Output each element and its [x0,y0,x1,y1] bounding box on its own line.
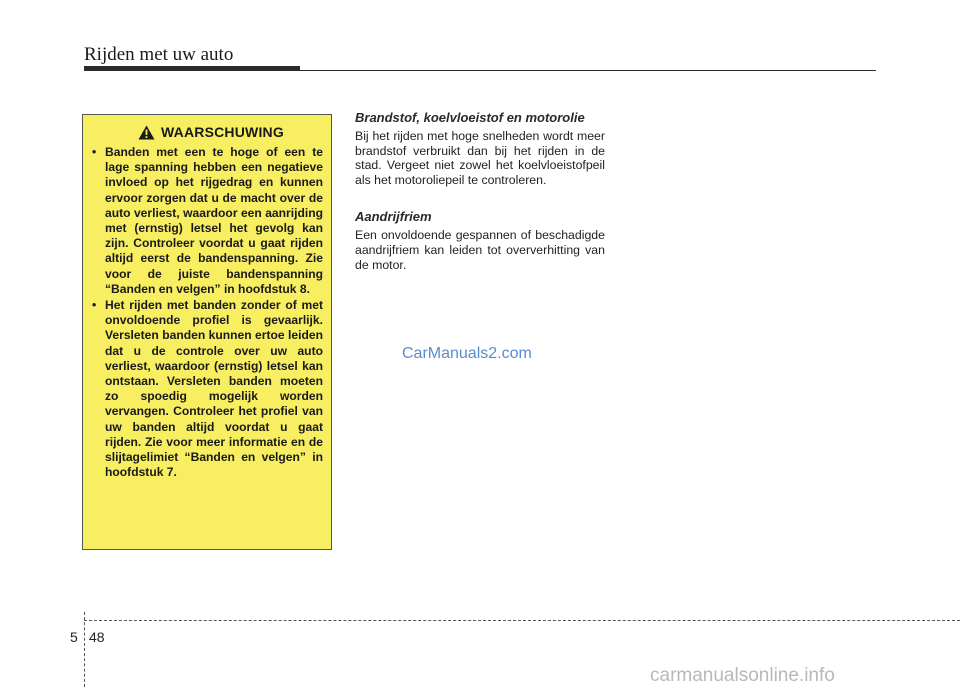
section-heading-belt: Aandrijfriem [355,209,432,225]
header-rule-thick [84,66,300,71]
footer-rule [84,620,960,621]
warning-triangle-icon [138,125,155,140]
chapter-number: 5 [70,629,78,645]
watermark-footer: carmanualsonline.info [650,665,835,686]
warning-item [91,145,323,297]
page-number: 48 [89,629,105,645]
warning-list [91,145,323,480]
section-heading-fuel: Brandstof, koelvloeistof en motorolie [355,110,585,125]
section-body-fuel: Bij het rijden met hoge snelheden wordt meer brandstof verbruikt dan bij het rijden in de stad. Vergeet niet zowel het koelvloeistofpeil als het motoroliepeil te controleren. [355,129,605,187]
page-separator [84,612,86,687]
section-body-belt: Een onvoldoende gespannen of beschadigde aandrijfriem kan leiden tot oververhitting van de motor. [355,228,605,272]
bullet: • [92,145,97,159]
chapter-title: Rijden met uw auto [84,44,234,65]
warning-item-text: Het rijden met banden zonder of met onvoldoende profiel is gevaarlijk. Versleten banden kunnen ertoe leiden dat u de controle over uw auto verliest, waardoor (ernstig) letsel kan ontstaan. Versleten banden moeten zo spoedig mogelijk worden vervangen. Controleer het profiel van uw banden altijd voordat u gaat rijden. Zie voor meer informatie en de slijtagelimiet “Banden en velgen” in hoofdstuk 7. [105,298,323,480]
header-rule-thin [300,70,876,72]
bullet: • [92,298,97,313]
right-column [355,110,605,294]
warning-item [91,298,323,480]
warning-box [82,114,332,550]
warning-title: WAARSCHUWING [161,124,284,140]
watermark-carmanuals: CarManuals2.com [402,345,532,362]
warning-header [99,124,323,140]
warning-item-text: Banden met een te hoge of een te lage spanning hebben een negatieve invloed op het rijgedrag en kunnen ervoor zorgen dat u de macht over de auto verliest, waardoor een aanrijding met (ernstig) letsel het gevolg kan zijn. Controleer voordat u gaat rijden altijd eerst de bandenspanning. Zie voor de juiste bandenspanning “Banden en velgen” in hoofdstuk 8. [105,145,323,296]
